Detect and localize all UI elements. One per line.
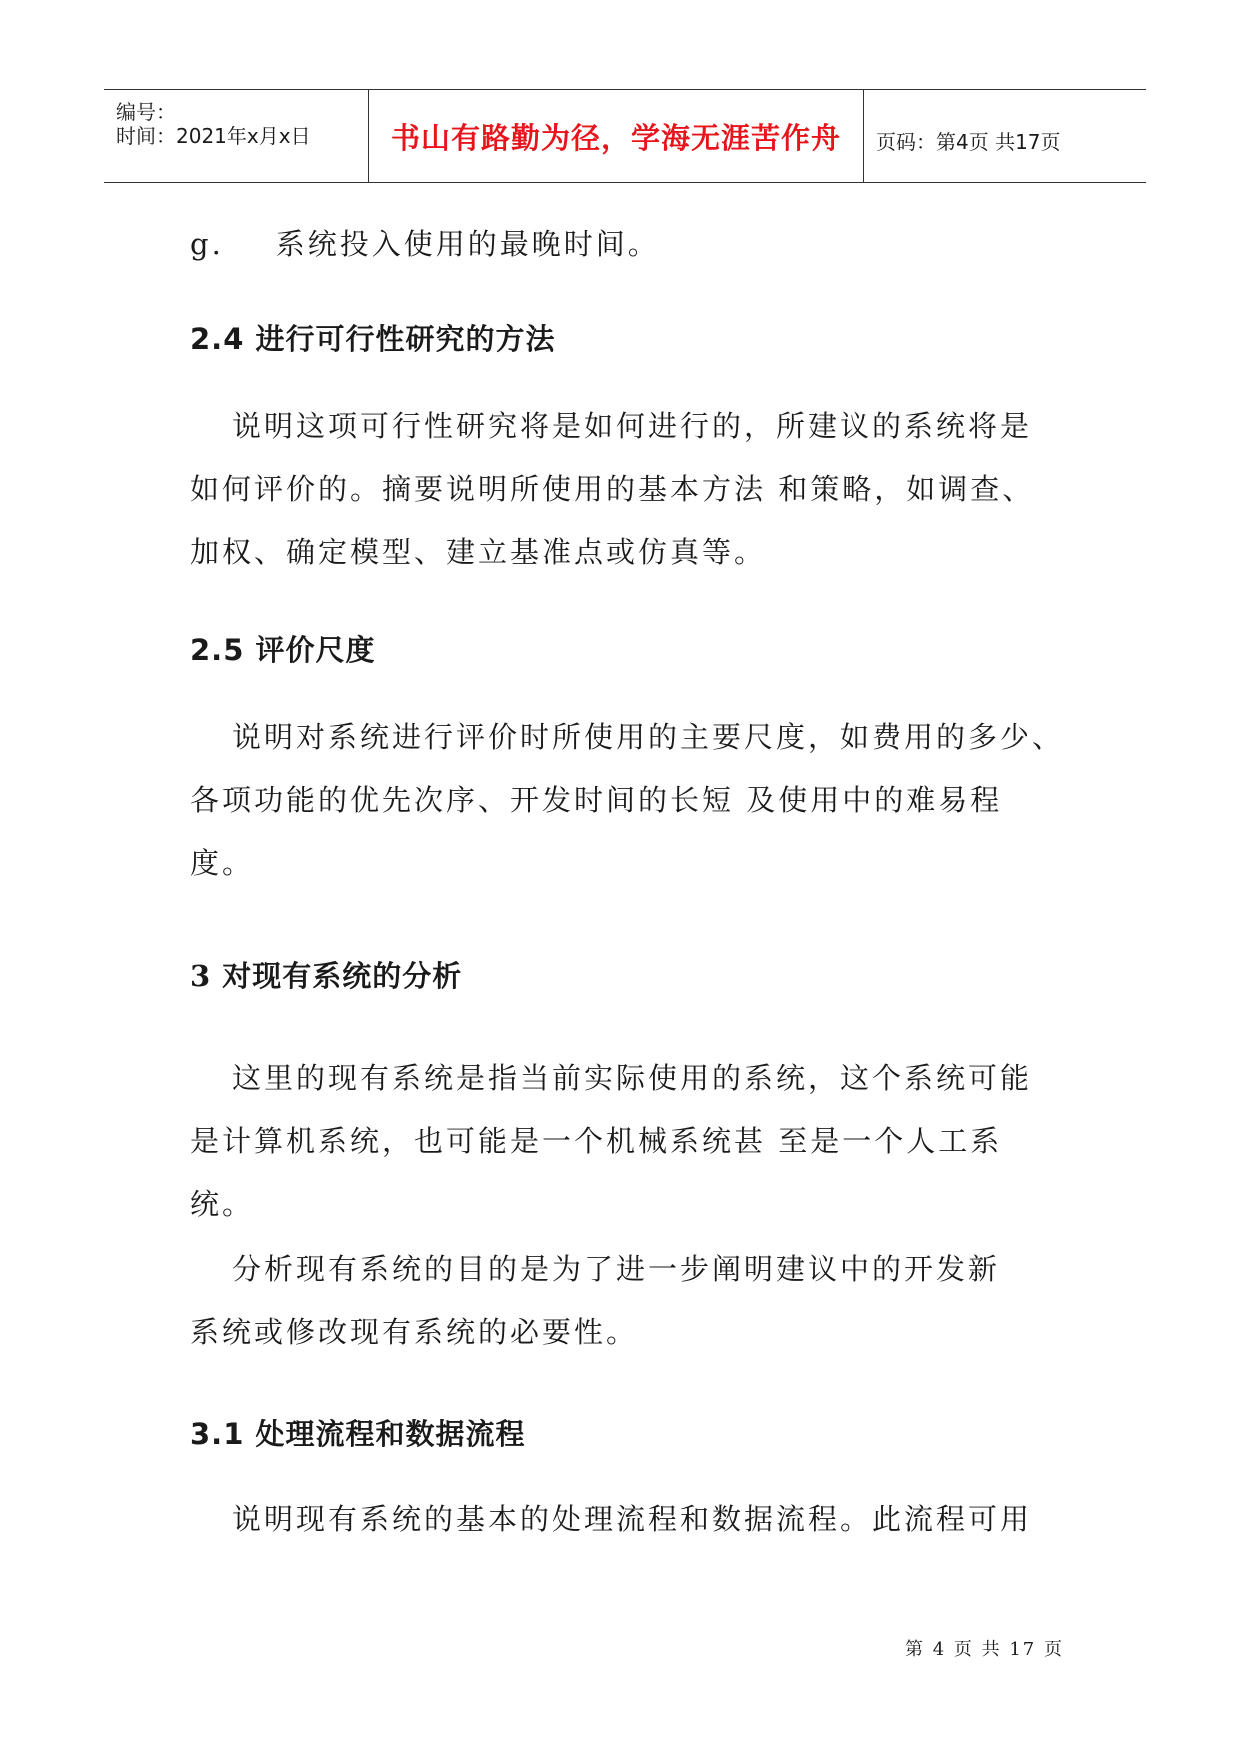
section-3-paragraph-line: 统。 [190, 1187, 255, 1221]
section-2-5-heading: 2.5 评价尺度 [190, 633, 376, 667]
section-3-paragraph-line: 分析现有系统的目的是为了进一步阐明建议中的开发新 [232, 1252, 1001, 1286]
header-motto-cell [369, 90, 864, 182]
list-item-text: 系统投入使用的最晚时间。 [275, 227, 660, 261]
section-3-1-paragraph-line: 说明现有系统的基本的处理流程和数据流程。此流程可用 [232, 1502, 1033, 1536]
section-3-heading: 3 对现有系统的分析 [190, 959, 463, 993]
section-3-paragraph-line: 系统或修改现有系统的必要性。 [190, 1315, 639, 1349]
page-header [104, 89, 1146, 183]
section-3-paragraph-line: 是计算机系统，也可能是一个机械系统甚 至是一个人工系 [190, 1124, 1003, 1158]
list-item-g [190, 222, 660, 263]
header-page-cell [864, 90, 1146, 182]
page-footer: 第 4 页 共 17 页 [905, 1639, 1064, 1660]
section-2-4-heading: 2.4 进行可行性研究的方法 [190, 322, 556, 356]
section-2-5-paragraph-line: 度。 [190, 846, 255, 880]
header-motto: 书山有路勤为径，学海无涯苦作舟 [390, 121, 841, 155]
section-2-5-paragraph-line: 说明对系统进行评价时所使用的主要尺度，如费用的多少、 [232, 720, 1065, 754]
section-2-4-paragraph-line: 如何评价的。摘要说明所使用的基本方法 和策略，如调查、 [190, 472, 1035, 506]
header-page-info: 页码：第4页 共17页 [876, 130, 1061, 154]
section-3-paragraph-line: 这里的现有系统是指当前实际使用的系统，这个系统可能 [232, 1061, 1033, 1095]
list-marker: g. [190, 227, 224, 261]
header-number-label: 编号： [116, 100, 176, 124]
section-2-5-paragraph-line: 各项功能的优先次序、开发时间的长短 及使用中的难易程 [190, 783, 1003, 817]
header-meta-cell [104, 90, 369, 182]
section-2-4-paragraph-line: 说明这项可行性研究将是如何进行的，所建议的系统将是 [232, 409, 1033, 443]
header-time-label: 时间：2021年x月x日 [116, 124, 311, 148]
section-2-4-paragraph-line: 加权、确定模型、建立基准点或仿真等。 [190, 535, 767, 569]
section-3-1-heading: 3.1 处理流程和数据流程 [190, 1417, 526, 1451]
